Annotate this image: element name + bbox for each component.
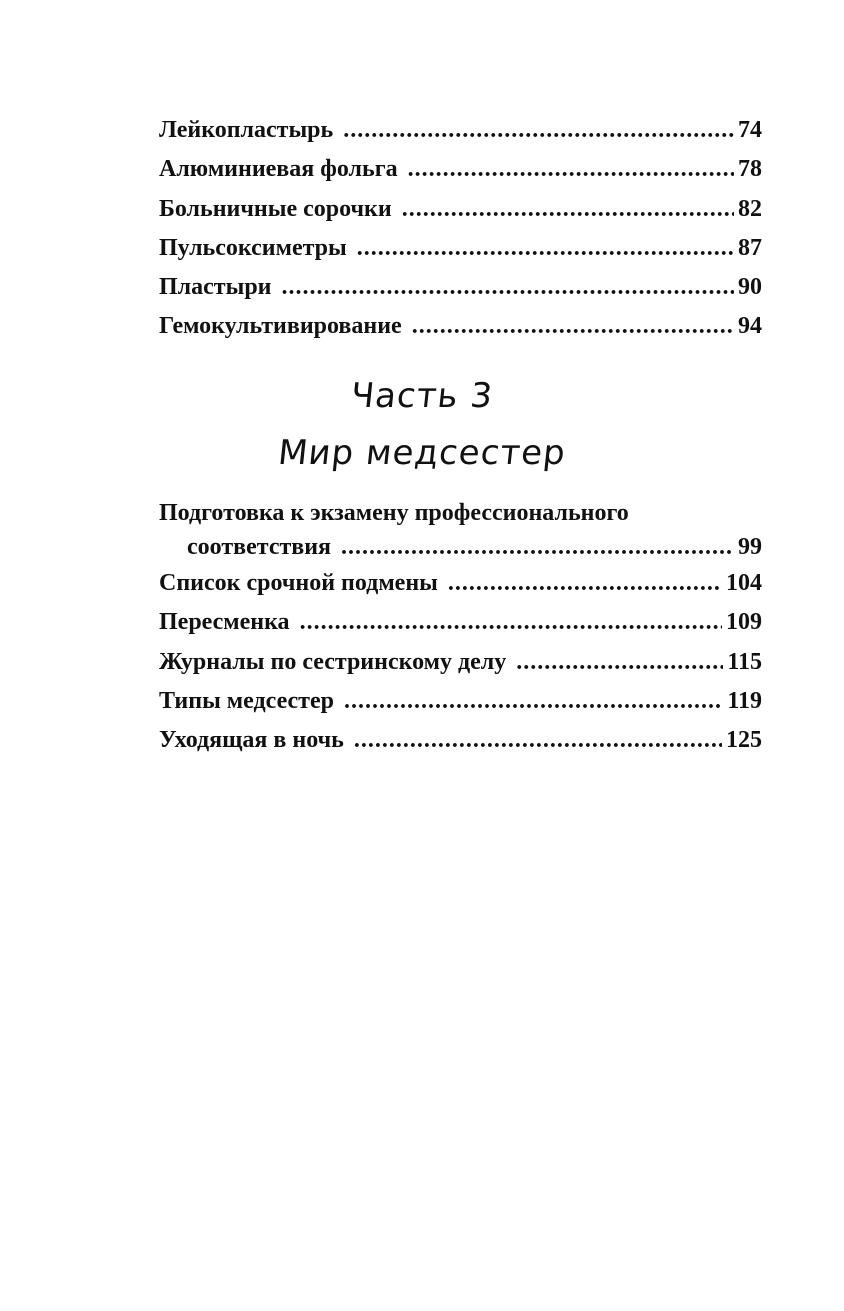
toc-entry-page: 115	[727, 648, 762, 675]
toc-leader-dots	[412, 307, 734, 346]
toc-leader-dots	[300, 603, 722, 642]
toc-leader-dots	[408, 150, 734, 189]
toc-entry-page: 78	[738, 156, 762, 183]
toc-entry-line2	[159, 530, 762, 564]
toc-list-part3	[159, 496, 762, 760]
toc-entry-multiline[interactable]	[159, 496, 762, 564]
toc-entry-title: Пластыри	[159, 274, 272, 301]
toc-leader-dots	[343, 111, 734, 150]
toc-leader-dots	[402, 190, 734, 229]
toc-entry[interactable]	[159, 682, 762, 721]
toc-entry-title: Уходящая в ночь	[159, 727, 344, 754]
toc-entry-title: Лейкопластырь	[159, 117, 334, 143]
toc-entry-page: 99	[738, 534, 762, 560]
toc-entry[interactable]	[159, 643, 762, 682]
toc-entry-page: 74	[738, 117, 762, 143]
toc-entry-page: 87	[738, 234, 762, 261]
toc-entry-page: 82	[738, 195, 762, 222]
part-title: Мир медсестер	[276, 433, 568, 473]
toc-entry[interactable]	[159, 150, 762, 189]
toc-entry-title: Гемокультивирование	[159, 313, 402, 340]
toc-leader-dots	[354, 721, 722, 760]
toc-leader-dots	[516, 643, 723, 682]
toc-leader-dots	[357, 229, 734, 268]
toc-entry[interactable]	[159, 111, 762, 150]
toc-entry-page: 119	[727, 687, 762, 714]
toc-entry[interactable]	[159, 190, 762, 229]
toc-list-part2-end	[159, 111, 762, 347]
toc-entry[interactable]	[159, 229, 762, 268]
toc-entry-title: соответствия	[187, 534, 332, 560]
toc-entry-title: Пересменка	[159, 609, 290, 636]
toc-entry[interactable]	[159, 307, 762, 346]
toc-entry-title: Список срочной подмены	[159, 570, 438, 596]
toc-entry[interactable]	[159, 268, 762, 307]
toc-entry[interactable]	[159, 721, 762, 760]
toc-entry-title: Типы медсестер	[159, 687, 334, 714]
toc-entry-page: 90	[738, 274, 762, 301]
toc-leader-dots	[282, 268, 735, 307]
toc-leader-dots	[341, 530, 734, 564]
toc-entry-page: 125	[726, 727, 762, 754]
toc-entry-page: 104	[726, 570, 762, 596]
toc-entry-line1	[159, 496, 762, 530]
toc-entry-title: Подготовка к экзамену профессионального	[159, 500, 629, 526]
toc-entry-page: 94	[738, 313, 762, 340]
toc-entry-title: Больничные сорочки	[159, 195, 392, 222]
toc-entry-page: 109	[726, 609, 762, 636]
toc-entry-title: Алюминиевая фольга	[159, 156, 398, 183]
toc-entry[interactable]	[159, 603, 762, 642]
toc-leader-dots	[448, 564, 722, 603]
toc-entry[interactable]	[159, 564, 762, 603]
toc-leader-dots	[344, 682, 723, 721]
toc-entry-title: Журналы по сестринскому делу	[159, 648, 507, 675]
toc-entry-title: Пульсоксиметры	[159, 234, 347, 261]
part-label: Часть 3	[348, 376, 496, 416]
